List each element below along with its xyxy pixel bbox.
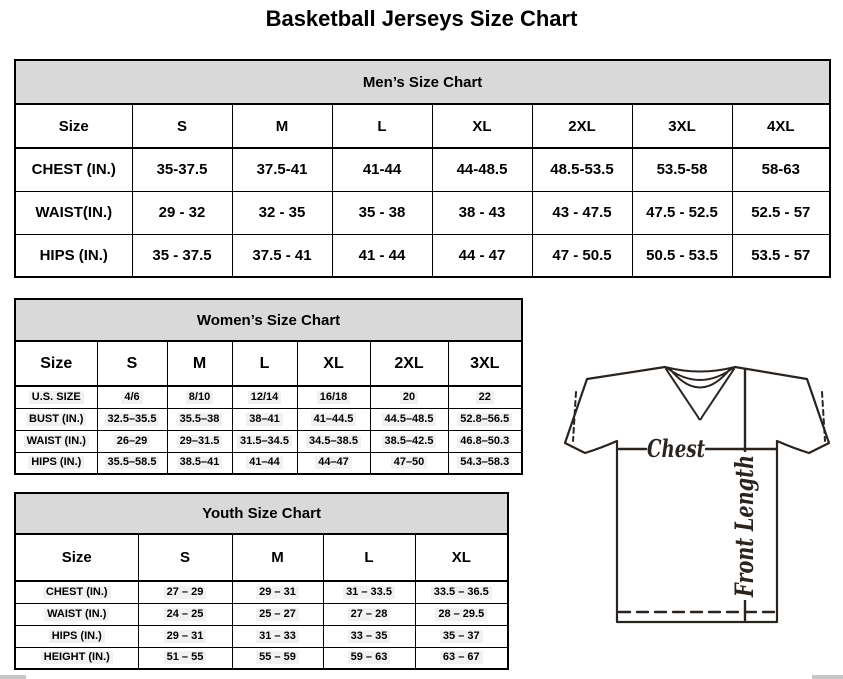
size-cell: 53.5-58 — [632, 148, 732, 191]
youth-column-header-row — [15, 534, 508, 581]
size-cell: 35 - 37.5 — [132, 234, 232, 277]
size-cell: 48.5-53.5 — [532, 148, 632, 191]
table-row-height — [15, 647, 508, 669]
size-cell: 32 - 35 — [232, 191, 332, 234]
column-header: 3XL — [632, 104, 732, 148]
table-row-waist — [15, 430, 522, 452]
size-cell: 43 - 47.5 — [532, 191, 632, 234]
size-cell: 25 – 27 — [232, 603, 323, 625]
row-label: HEIGHT (IN.) — [15, 647, 138, 669]
column-header: 2XL — [532, 104, 632, 148]
size-cell: 16/18 — [297, 386, 370, 408]
row-label: HIPS (IN.) — [15, 625, 138, 647]
women-table-title: Women’s Size Chart — [15, 299, 522, 341]
column-header: L — [232, 341, 297, 386]
jersey-collar — [665, 367, 735, 420]
size-cell: 38.5–41 — [167, 452, 232, 474]
size-cell: 47 - 50.5 — [532, 234, 632, 277]
table-row-bust — [15, 408, 522, 430]
size-cell: 47.5 - 52.5 — [632, 191, 732, 234]
size-cell: 44 - 47 — [432, 234, 532, 277]
column-header: 2XL — [370, 341, 448, 386]
row-label: WAIST (IN.) — [15, 603, 138, 625]
column-header: XL — [297, 341, 370, 386]
row-label: HIPS (IN.) — [15, 234, 132, 277]
table-row-us-size — [15, 386, 522, 408]
men-column-header-row — [15, 104, 830, 148]
column-header: XL — [432, 104, 532, 148]
size-cell: 46.8–50.3 — [448, 430, 522, 452]
size-cell: 37.5 - 41 — [232, 234, 332, 277]
size-cell: 55 – 59 — [232, 647, 323, 669]
size-cell: 63 – 67 — [415, 647, 508, 669]
size-cell: 4/6 — [97, 386, 167, 408]
size-cell: 50.5 - 53.5 — [632, 234, 732, 277]
youth-table-title: Youth Size Chart — [15, 493, 508, 534]
youth-size-table — [14, 492, 509, 670]
size-cell: 52.5 - 57 — [732, 191, 830, 234]
size-cell: 33 – 35 — [323, 625, 415, 647]
column-header: M — [167, 341, 232, 386]
row-label: WAIST(IN.) — [15, 191, 132, 234]
column-header: S — [138, 534, 232, 581]
size-cell: 41-44 — [332, 148, 432, 191]
row-label: WAIST (IN.) — [15, 430, 97, 452]
row-label: CHEST (IN.) — [15, 581, 138, 603]
column-header: L — [332, 104, 432, 148]
size-cell: 32.5–35.5 — [97, 408, 167, 430]
column-header: S — [97, 341, 167, 386]
column-header: 3XL — [448, 341, 522, 386]
size-cell: 12/14 — [232, 386, 297, 408]
size-cell: 35-37.5 — [132, 148, 232, 191]
size-cell: 54.3–58.3 — [448, 452, 522, 474]
jersey-measurement-diagram — [553, 352, 843, 637]
jersey-diagram-svg — [553, 352, 843, 637]
women-size-table — [14, 298, 523, 475]
size-cell: 31.5–34.5 — [232, 430, 297, 452]
scrollbar-fragment-right[interactable] — [812, 675, 843, 679]
size-cell: 35.5–58.5 — [97, 452, 167, 474]
size-cell: 41–44.5 — [297, 408, 370, 430]
table-row-hips — [15, 625, 508, 647]
size-cell: 53.5 - 57 — [732, 234, 830, 277]
size-cell: 47–50 — [370, 452, 448, 474]
size-cell: 41 - 44 — [332, 234, 432, 277]
size-cell: 26–29 — [97, 430, 167, 452]
size-cell: 29 – 31 — [138, 625, 232, 647]
column-header: M — [232, 104, 332, 148]
size-cell: 29 - 32 — [132, 191, 232, 234]
size-cell: 33.5 – 36.5 — [415, 581, 508, 603]
column-header-size: Size — [15, 534, 138, 581]
column-header: 4XL — [732, 104, 830, 148]
men-table-header-row — [15, 60, 830, 104]
size-cell: 52.8–56.5 — [448, 408, 522, 430]
size-cell: 31 – 33 — [232, 625, 323, 647]
size-cell: 35.5–38 — [167, 408, 232, 430]
size-cell: 29–31.5 — [167, 430, 232, 452]
table-row-waist — [15, 191, 830, 234]
size-cell: 37.5-41 — [232, 148, 332, 191]
size-cell: 35 - 38 — [332, 191, 432, 234]
size-cell: 34.5–38.5 — [297, 430, 370, 452]
row-label: BUST (IN.) — [15, 408, 97, 430]
size-cell: 51 – 55 — [138, 647, 232, 669]
table-row-chest — [15, 148, 830, 191]
size-cell: 59 – 63 — [323, 647, 415, 669]
size-cell: 22 — [448, 386, 522, 408]
chest-label: Chest — [647, 434, 705, 463]
women-table-header-row — [15, 299, 522, 341]
size-cell: 35 – 37 — [415, 625, 508, 647]
jersey-outline — [565, 367, 829, 622]
size-cell: 38.5–42.5 — [370, 430, 448, 452]
size-cell: 27 – 29 — [138, 581, 232, 603]
size-cell: 8/10 — [167, 386, 232, 408]
column-header: XL — [415, 534, 508, 581]
table-row-hips — [15, 452, 522, 474]
men-size-table — [14, 59, 831, 278]
row-label: U.S. SIZE — [15, 386, 97, 408]
column-header-size: Size — [15, 341, 97, 386]
page-title: Basketball Jerseys Size Chart — [265, 6, 578, 31]
size-cell: 27 – 28 — [323, 603, 415, 625]
women-column-header-row — [15, 341, 522, 386]
size-cell: 58-63 — [732, 148, 830, 191]
column-header-size: Size — [15, 104, 132, 148]
youth-table-header-row — [15, 493, 508, 534]
column-header: L — [323, 534, 415, 581]
table-row-hips — [15, 234, 830, 277]
size-cell: 31 – 33.5 — [323, 581, 415, 603]
size-cell: 38–41 — [232, 408, 297, 430]
column-header: M — [232, 534, 323, 581]
size-cell: 44-48.5 — [432, 148, 532, 191]
size-cell: 38 - 43 — [432, 191, 532, 234]
size-cell: 41–44 — [232, 452, 297, 474]
men-table-title: Men’s Size Chart — [15, 60, 830, 104]
table-row-chest — [15, 581, 508, 603]
column-header: S — [132, 104, 232, 148]
size-cell: 20 — [370, 386, 448, 408]
row-label: CHEST (IN.) — [15, 148, 132, 191]
table-row-waist — [15, 603, 508, 625]
size-cell: 44–47 — [297, 452, 370, 474]
size-cell: 28 – 29.5 — [415, 603, 508, 625]
row-label: HIPS (IN.) — [15, 452, 97, 474]
size-cell: 24 – 25 — [138, 603, 232, 625]
size-cell: 44.5–48.5 — [370, 408, 448, 430]
scrollbar-fragment-left[interactable] — [0, 675, 26, 679]
size-cell: 29 – 31 — [232, 581, 323, 603]
front-length-label: Front Length — [730, 412, 759, 597]
